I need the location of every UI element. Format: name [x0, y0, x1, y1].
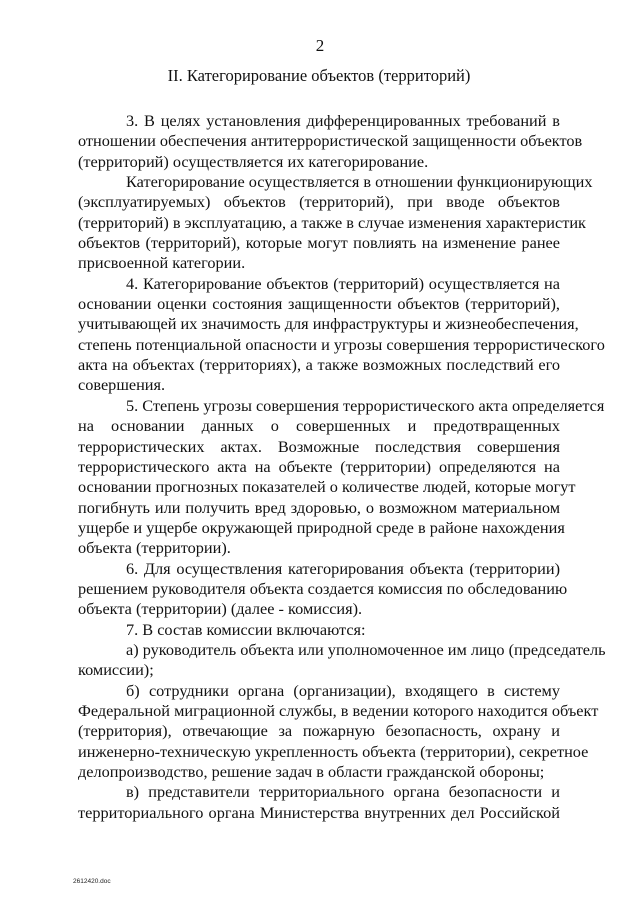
text-line: 6. Для осуществления категорирования объекта (территории)	[126, 558, 560, 578]
text-line: объекта (территории).	[78, 538, 231, 558]
text-line: на основании данных о совершенных и предотвращенных	[78, 416, 560, 436]
text-line: (территория), отвечающие за пожарную безопасность, охрану и	[78, 721, 560, 741]
paragraph	[78, 639, 606, 681]
text-line: Федеральной миграционной службы, в ведении которого находится объект	[78, 700, 599, 720]
text-line: погибнуть или получить вред здоровью, о возможном материальном	[78, 497, 560, 517]
text-line: отношении обеспечения антитеррористической защищенности объектов	[78, 131, 583, 151]
text-line: в) представители территориального органа безопасности и	[126, 782, 560, 802]
text-line: основании прогнозных показателей о количестве людей, которые могут	[78, 477, 576, 497]
text-line: Категорирование осуществляется в отношении функционирующих	[126, 172, 593, 192]
text-line: степень потенциальной опасности и угрозы совершения террористического	[78, 334, 605, 354]
text-line: решением руководителя объекта создается комиссия по обследованию	[78, 578, 568, 598]
paragraph	[78, 395, 605, 559]
text-line: учитывающей их значимость для инфраструктуры и жизнеобеспечения,	[78, 314, 579, 334]
paragraph	[78, 680, 599, 783]
text-line: делопроизводство, решение задач в области гражданской обороны;	[78, 762, 545, 781]
footer-filename: 2612420.doc	[73, 878, 111, 885]
paragraph	[78, 111, 583, 172]
text-line: террористического акта на объекте (территории) определяются на	[78, 456, 560, 476]
text-line: основании оценки состояния защищенности объектов (территорий),	[78, 294, 560, 314]
document-body	[78, 111, 606, 823]
paragraph	[78, 172, 593, 274]
section-title: II. Категорирование объектов (территорий)	[167, 66, 471, 85]
text-line: а) руководитель объекта или уполномоченное им лицо (председатель	[126, 639, 606, 659]
paragraph	[78, 273, 605, 396]
text-line: ущербе и ущербе окружающей природной среде в районе нахождения	[78, 517, 565, 537]
text-line: 3. В целях установления дифференцированных требований в	[126, 111, 560, 130]
text-line: акта на объектах (территориях), а также возможных последствий его	[78, 355, 560, 375]
text-line: (эксплуатируемых) объектов (территорий), при вводе объектов	[78, 192, 560, 212]
text-line: объектов (территорий), которые могут повлиять на изменение ранее	[78, 233, 560, 253]
text-line: территориального органа Министерства внутренних дел Российской	[78, 802, 560, 822]
paragraph	[78, 620, 560, 640]
page-number: 2	[315, 36, 325, 55]
text-line: 5. Степень угрозы совершения террористического акта определяется	[126, 395, 605, 415]
text-line: инженерно-техническую укрепленность объекта (территории), секретное	[78, 741, 589, 761]
paragraph	[78, 782, 560, 823]
text-line: 4. Категорирование объектов (территорий) осуществляется на	[126, 273, 560, 293]
paragraph	[78, 558, 568, 620]
text-line: присвоенной категории.	[78, 253, 246, 273]
text-line: объекта (территории) (далее - комиссия).	[78, 599, 363, 619]
text-line: б) сотрудники органа (организации), входящего в систему	[126, 680, 560, 700]
text-line: террористических актах. Возможные последствия совершения	[78, 436, 560, 456]
text-line: (территорий) в эксплуатацию, а также в случае изменения характеристик	[78, 212, 586, 232]
text-line: 7. В состав комиссии включаются:	[126, 619, 366, 639]
text-line: совершения.	[78, 375, 166, 395]
text-line: комиссии);	[78, 660, 154, 680]
text-line: (территорий) осуществляется их категорирование.	[78, 151, 429, 171]
